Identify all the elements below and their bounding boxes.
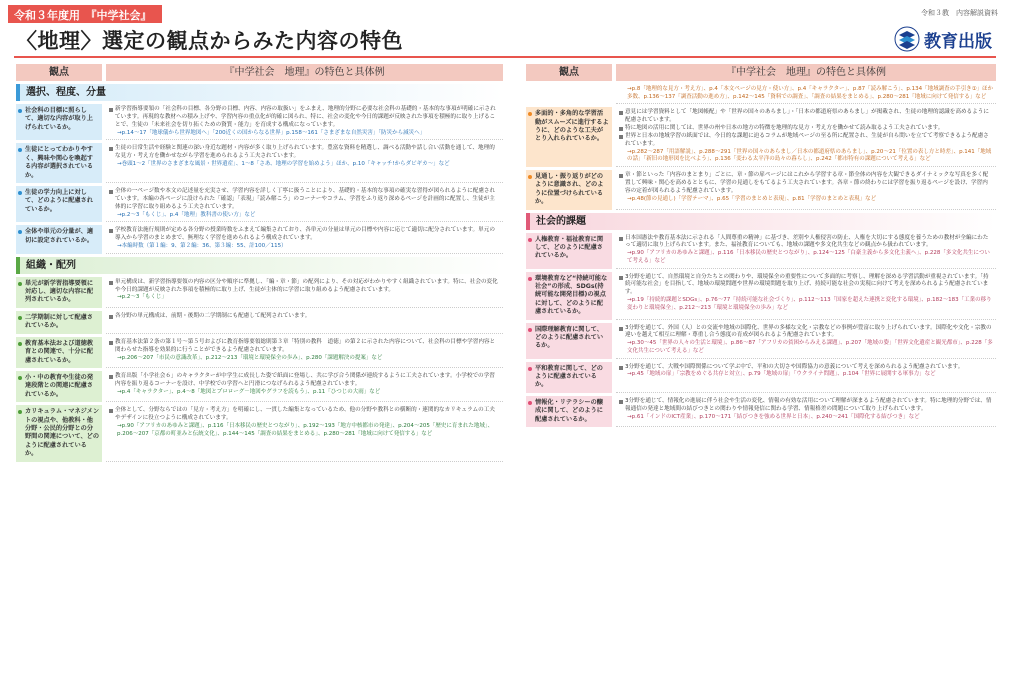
- feature-cell: [616, 233, 996, 269]
- viewpoint-cell: 小・中の教育や生徒の発達段階との関連に配慮されているか。: [16, 371, 102, 402]
- page-reference: →p.90「アフリカのあゆみと課題」、p.116「日本移民の歴史とつながり」、p.124〜125「白豪主義から多文化主義へ」、p.228「多文化共生について考える」など: [627, 250, 990, 264]
- feature-text: 3分野を通じて、情報化の進展に伴う社会や生活の変化、情報の有効な活用について理解が深まるよう配慮されています。特に地理的分野では、情報通信の発達と地域間の結びつきとの関わりや情報発信に関わる学習、情報格差の問題について取り上げられています。: [619, 398, 993, 414]
- page-reference: →p.30〜45「世界の人々の生活と環境」、p.86〜87「アフリカの貧困からみえる課題」、p.207「地域の姿」「世界文化遺産と観光都市」、p.228「多文化共生について考える」など: [627, 340, 993, 354]
- feature-cell: [616, 272, 996, 320]
- page-reference: →p.4「キャラクター」、p.4〜8「地図とプロローグ－地図やグラフを読もう」、p.11「ひつじの大雨」など: [117, 388, 381, 395]
- table-row: [526, 170, 996, 210]
- publisher-logo: [894, 26, 992, 52]
- page-reference: →p.2〜3「もくじ」: [117, 294, 167, 301]
- page-title: 〈地理〉選定の観点からみた内容の特色: [16, 29, 403, 53]
- viewpoint-cell: 情報化・リテラシーの醸成に関して、どのように配慮されているか。: [526, 396, 612, 427]
- feature-text: 意見には学習資料として「地図帳配」や「世界の国々のあらまし」・「日本の都道府県のあらまし」が掲載され、生徒の地理的認識を高めるように配慮されています。: [619, 109, 993, 125]
- feature-cell: [106, 225, 503, 253]
- feature-text: 章・節といった「内容のまとまり」ごとに、章・節の扉ページにはこれから学習する章・節全体の内容を大観できるダイナミックな写真を多く配置して興味・関心を高めるとともに、学習の見通しをもてるよう工夫されています。各章・節の終わりには学習を振り返るページを設け、学習内容の定着が図られるよう配慮されています。: [619, 172, 993, 196]
- feature-text: 学校教育法施行規則が定める各分野の授業時数をふまえて編集されており、各単元の分量は単元の目標や内容に応じて適切に配分されています。単元の導入から学習のまとめまで、無理なく学習を進められるよう構成されています。: [109, 227, 500, 243]
- feature-text: 全体の一ページ数や本文の記述量を充実させ、学習内容を詳しく丁寧に扱うことにより、基礎的・基本的な事項の確実な習得が図られるように配慮されています。本編の各ページに設けられた「確認」「表現」「読み解こう」のコーナーやコラム、学習をふり返り深めるページを計画的に配置し、生徒が主体的に学習に取り組めるよう工夫されています。: [109, 188, 500, 212]
- publisher-logo-icon: [894, 26, 920, 52]
- viewpoint-cell: 生徒にとってわかりやすく、興味や関心を喚起する内容が選択されているか。: [16, 143, 102, 183]
- viewpoint-cell: 平和教育に関して、どのように配慮されているか。: [526, 362, 612, 393]
- feature-cell: [616, 170, 996, 210]
- page-reference: →p.2〜3「もくじ」、p.4「地理」教科書の使い方」など: [117, 211, 256, 218]
- viewpoint-cell: 単元が新学習指導要領に対応し、適切な内容に配列されているか。: [16, 277, 102, 308]
- feature-cell: [106, 104, 503, 140]
- table-row: [16, 277, 503, 308]
- feature-text: 世界と日本の地域学習の紙面では、今日的な課題に迫るコラムが地域ページの至る所に配置され、生徒が自ら問いを立てて考察できるよう配慮されています。: [619, 133, 993, 149]
- viewpoint-cell: 社会科の目標に照らして、適切な内容が取り上げられているか。: [16, 104, 102, 140]
- feature-cell: [106, 143, 503, 183]
- table-header: [16, 64, 503, 81]
- table-row: [526, 362, 996, 393]
- publisher-name: 教育出版: [924, 31, 992, 52]
- page-reference: →p.48(節の見通し)「学習テーマ」、p.65「学習のまとめと表現」、p.81「学習のまとめと表現」など: [627, 195, 877, 202]
- year-tag: 令和３年度用 『中学社会』: [8, 5, 162, 23]
- section-title: 組織・配列: [16, 257, 503, 274]
- feature-text: 各分野の単元構成は、前期・後期の二学期制にも配慮して配列されています。: [109, 313, 500, 321]
- feature-cell: [616, 107, 996, 167]
- table-row: [16, 186, 503, 222]
- table-row: [526, 107, 996, 167]
- feature-text: 新学習指導要領の「社会科の目標、各分野の目標、内容、内容の取扱い」をふまえ、地理的分野に必要な社会科の基礎的・基本的な事項が明確に示されています。再現的な教材への積み上げや、学習内容の重点化が的確に図られ、特に、社会の変化や今日的課題が反映された事項を積極的に取り上げることで、生徒の「未来社会を切り拓くための資質・能力」を育成する構成になっています。: [109, 106, 500, 130]
- table-header: [526, 64, 996, 81]
- feature-cell: [106, 371, 503, 402]
- viewpoint-cell: 見通し・振り返りがどのように意識され、どのように位置づけられているか。: [526, 170, 612, 210]
- right-column: [526, 64, 996, 689]
- viewpoint-cell: 環境教育など“持続可能な社会”の形成、SDGs(持続可能な開発目標)の視点に対して、どのように配慮されているか。: [526, 272, 612, 320]
- viewpoint-header: 観点: [16, 64, 102, 81]
- feature-text: 3分野を通じて、外国（人）との交流や地域の国際化、世界の多様な文化・宗教などの事例が豊富に取り上げられています。国際化や文化・宗教の違いを越えて相互に理解・尊重し合う態度の育成が図られるよう配慮されています。: [619, 325, 993, 341]
- page-reference: →本編時数（第１編：9、第２編：36、第３編：55、計100／115）: [117, 243, 287, 250]
- feature-text: 日本国憲法や教育基本法に示される「人間尊重の精神」に基づき、差別や人権侵害の防止、人権を大切にする態度を養うための教材が全編にわたって適切に取り上げられています。また、福祉教育についても、地域の課題や多文化共生などの観点から扱われています。: [619, 235, 993, 251]
- table-row: [16, 311, 503, 334]
- table-row: [526, 272, 996, 320]
- viewpoint-header: 観点: [526, 64, 612, 81]
- left-column: [16, 64, 503, 689]
- feature-text: 生徒の日常生活や経験と関連の深い身近な題材・内容が多く取り上げられています。豊富な資料を精選し、調べる活動や話し合い活動を通して、地理的な見方・考え方を働かせながら学習を進められるよう工夫されています。: [109, 145, 500, 161]
- page-reference: →p.282〜287「用語解説」、p.288〜291「世界の国々のあらまし／日本の都道府県のあらまし」、p.20〜21「位置の表し方と時差」、p.141「地域の話」「新旧の地形図を比べよう」、p.136「変わる太平洋の島々の暮らし」、p.242「都市特有の課題について考える」など: [627, 148, 992, 163]
- doc-code: 令和３教 内容解説資料: [921, 9, 998, 17]
- feature-text: 教育出版「小学社会６」のキャラクターが中学生に成長した姿で紙面に登場し、共に学び合う関係が連続するように工夫されています。小学校での学習内容を振り返るコーナーを設け、中学校での学習へと円滑につなげられるよう配慮されています。: [109, 373, 500, 389]
- feature-cell: [616, 362, 996, 393]
- feature-cell: [616, 323, 996, 359]
- feature-text: 3分野を通じて、自然環境と自分たちとの関わりや、環境保全の重要性について多面的に考察し、理解を深める学習活動が重視されています。「持続可能な社会」を目指して、地域の環境問題や世界の環境問題を取り上げ、持続可能な社会の実現に向けて考えを深められるよう配慮されています。: [619, 274, 993, 298]
- page-reference: →p.45「地域の扉」「宗教をめぐる共存と対立」、p.79「地域の扉」「ウクライナ問題」、p.104「世界に展開する軍事力」など: [627, 371, 936, 378]
- feature-cell: [616, 84, 996, 104]
- table-row: [526, 323, 996, 359]
- feature-cell: [106, 277, 503, 308]
- viewpoint-cell: 人権教育・福祉教育に関して、どのように配慮されているか。: [526, 233, 612, 269]
- feature-cell: [106, 311, 503, 334]
- page-reference: →p.14〜17「地球儀から世界地図へ」「200近くの国からなる世界」p.158〜161「さまざまな自然災害」「防災から減災へ」: [117, 129, 426, 136]
- viewpoint-cell: 国際理解教育に関して、どのように配慮されているか。: [526, 323, 612, 359]
- page-reference: →p.90「アフリカのあゆみと課題」、p.116「日本移民の歴史とつながり」、p.192〜193「地方中核都市の発達」、p.204〜205「歴史に育まれた地域」、p.206〜207「京都の町並みと伝統文化」、p.144〜145「調査の結果をまとめる」、p.280〜281「地域に向けて発信する」など: [117, 422, 494, 437]
- feature-cell: [616, 396, 996, 427]
- viewpoint-cell: 全体や単元の分量が、適切に設定されているか。: [16, 225, 102, 253]
- feature-text: 3分野を通じて、大戦や国際関係について学ぶ中で、平和の大切さや国際協力の意義について考えを深められるよう配慮されています。: [619, 364, 993, 372]
- page-reference: →p.206〜207「市民の意識改革」、p.212〜213「環境と環境保全の歩み」、p.280「課題解決の提案」など: [117, 354, 383, 361]
- title-rule: [14, 56, 996, 58]
- page-reference: →p.8「地理的な見方・考え方」、p.4「本文ページの見方・使い方」、p.4「キャラクター」、p.87「読み解こう」、p.134「地域調査の手引き①」ほか多数、p.136〜137「調査活動の進め方」、p.142〜145「資料での調査」、「調査の結果をまとめる」、p.280〜281「地域に向けて発信する」など: [627, 86, 994, 100]
- table-row: [526, 396, 996, 427]
- table-row: [526, 84, 996, 104]
- page-reference: →p.61「インドのICT産業」、p.170〜171「結びつきを強める世界と日本」、p.240〜241「国際化する結びつき」など: [627, 413, 920, 420]
- viewpoint-cell: 多面的・多角的な学習活動がスムーズに進行するように、どのような工夫がとり入れられているか。: [526, 107, 612, 167]
- features-header: 『中学社会 地理』の特色と具体例: [616, 64, 996, 81]
- feature-cell: [106, 405, 503, 461]
- feature-cell: [106, 186, 503, 222]
- viewpoint-cell: 生徒の学力向上に対して、どのように配慮されているか。: [16, 186, 102, 222]
- table-row: [526, 233, 996, 269]
- table-row: [16, 143, 503, 183]
- feature-text: 教育基本法第２条の第１号〜第５号およびに教育指導要領総則第３章「特別の教科 道徳」の第２に示された内容について、社会科の目標や学習内容と関わらせた指導を効果的に行うことができるよう配慮されています。: [109, 339, 500, 355]
- page-reference: →p.19「持続的課題とSDGs」、p.76〜77「持続可能な社会づくり」、p.112〜113「国家を超えた連携と変化する環境」、p.182〜183「工業の移り変わりと環境保全」、p.212〜213「環境と環境保全の歩み」など: [627, 297, 992, 311]
- section-title: 選択、程度、分量: [16, 84, 503, 101]
- table-row: [16, 104, 503, 140]
- feature-text: 全体として、分野ならではの「見方・考え方」を明確にし、一貫した編集となっているため、他の分野や教科との横断的・連関的なカリキュラムの工夫やデザインに役立つように構成されています。: [109, 407, 500, 423]
- table-row: [16, 337, 503, 368]
- viewpoint-cell: 教育基本法および道徳教育との関連で、十分に配慮されているか。: [16, 337, 102, 368]
- viewpoint-cell: カリキュラム・マネジメントの視点や、他教科・他分野・公民的分野との分野間の関連について、どのように配慮されているか。: [16, 405, 102, 461]
- feature-text: 特に地図の活用に関しては、世界の州や日本の地方の特徴を地理的な見方・考え方を働かせて読み取るよう工夫されています。: [619, 125, 993, 133]
- table-row: [16, 225, 503, 253]
- viewpoint-cell: 二学期制に対して配慮されているか。: [16, 311, 102, 334]
- table-row: [16, 371, 503, 402]
- feature-cell: [106, 337, 503, 368]
- section-title: 社会的課題: [526, 213, 996, 230]
- feature-text: 単元構成は、新学習指導要領の内容の区分や順序に準拠し、「編・章・節」の配列により、その対応がわかりやすく組織されています。特に、社会の変化や今日的課題が反映された事項を積極的に取り上げ、生徒が主体的に学習に取り組めるよう配慮されています。: [109, 279, 500, 295]
- table-row: [16, 405, 503, 461]
- features-header: 『中学社会 地理』の特色と具体例: [106, 64, 503, 81]
- page-reference: →巻頭1〜2「世界のさまざまな風景・世界遺産」、1〜8「さあ、地理の学習を始めよう」ほか、p.10「キャッチ!からダビギカ〜」など: [117, 161, 450, 168]
